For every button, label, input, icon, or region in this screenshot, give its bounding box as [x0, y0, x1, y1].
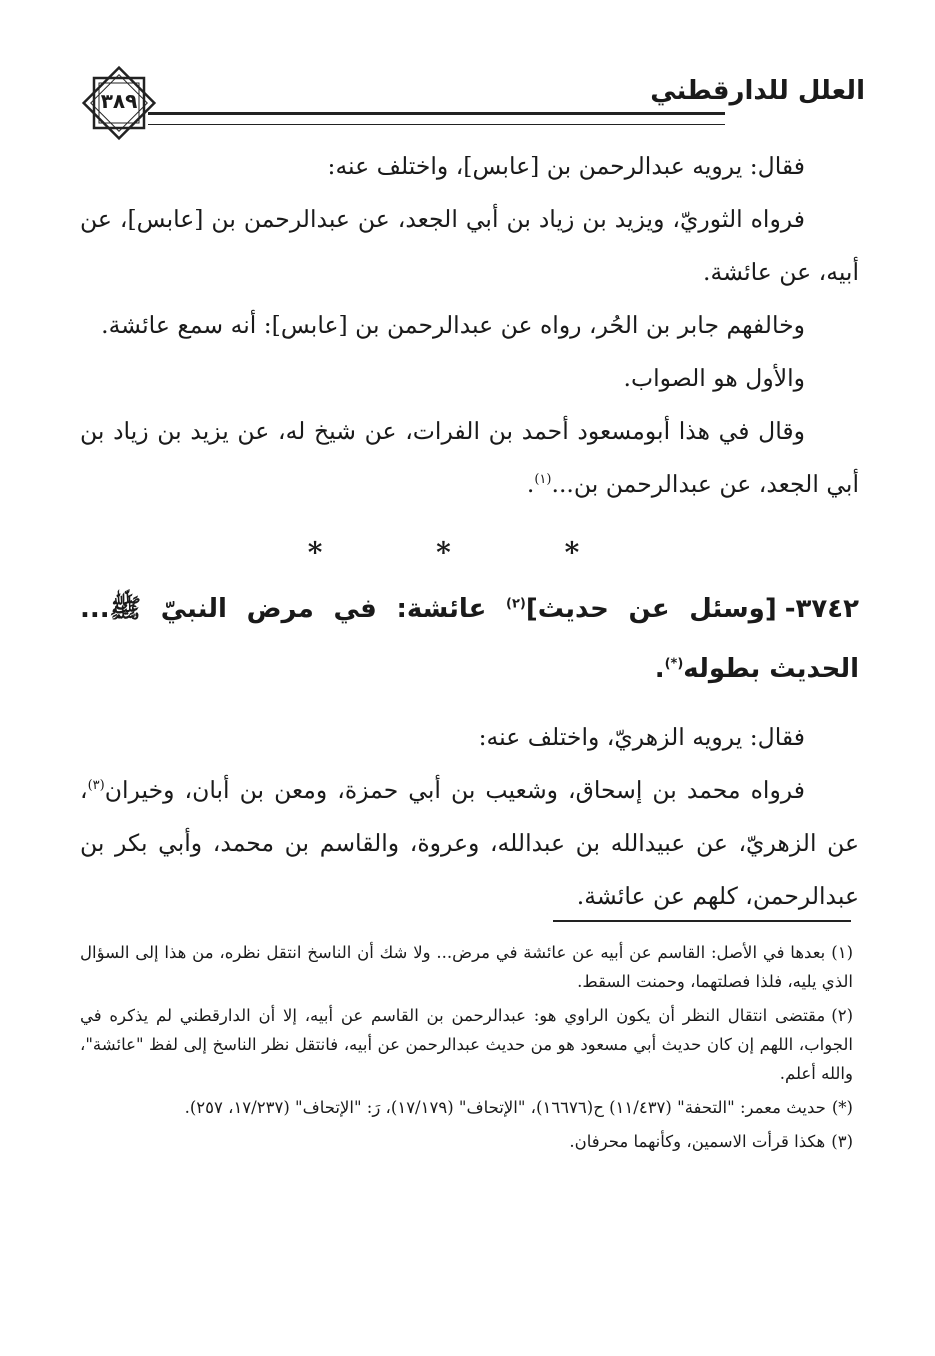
- footnote-mark: (٢): [831, 1006, 853, 1025]
- running-title: العلل للدارقطني: [650, 76, 865, 106]
- footnote-mark: (*): [831, 1098, 853, 1117]
- footnote: [80, 1001, 853, 1088]
- paragraph-4: والأول هو الصواب.: [623, 364, 805, 392]
- paragraph-1: فقال: يرويه عبدالرحمن بن [عابس]، واختلف عنه:: [327, 152, 805, 180]
- paragraph-2: فرواه الثوريّ، ويزيد بن زياد بن أبي الجعد، عن عبدالرحمن بن [عابس]، عن أبيه، عن عائشة.: [80, 205, 859, 286]
- heading-part-1: [وسئل عن حديث]: [525, 594, 777, 624]
- footnote-text: مقتضى انتقال النظر أن يكون الراوي هو: عبدالرحمن بن القاسم عن أبيه، إلا أن الدارقطني لم يذكره في الجواب، اللهم إن كان حديث أبي مسعود هو من حديث عبدالرحمن عن أبيه، فانتقل نظر الناسخ إلى لفظ "عائشة"، والله أعلم.: [80, 1006, 853, 1083]
- footnote: [80, 938, 853, 996]
- section-separator: * * *: [307, 536, 632, 569]
- heading-part-2: عائشة: في مرض النبيّ ﷺ... الحديث بطوله: [80, 594, 859, 684]
- heading-end: .: [654, 654, 665, 684]
- footnote-text: حديث معمر: "التحفة" (١١/٤٣٧) ح(١٦٦٧٦)، "الإتحاف" (١٧/١٧٩)، رَ: "الإتحاف" (١٧/٢٣٧، ٢٥٧).: [184, 1098, 826, 1117]
- paragraph-3: وخالفهم جابر بن الحُر، رواه عن عبدالرحمن بن [عابس]: أنه سمع عائشة.: [101, 311, 805, 339]
- page-number: ٣٨٩: [100, 89, 138, 113]
- footnote-mark: (١): [831, 943, 853, 962]
- entry-number: ٣٧٤٢-: [784, 594, 859, 624]
- footnote-ref-2: (٢): [506, 596, 526, 612]
- footnote: [80, 1127, 853, 1156]
- footnote-ref-1: (١): [534, 472, 552, 488]
- page-header: [80, 62, 865, 132]
- footnote-ref-star: (*): [664, 656, 684, 672]
- footnote-text: بعدها في الأصل: القاسم عن أبيه عن عائشة في مرض... ولا شك أن الناسخ انتقل نظره، من هذا إلى السؤال الذي يليه، فلذا فصلتهما، وحمنت السقط.: [80, 943, 853, 991]
- footnotes: [80, 938, 853, 1161]
- header-rule: [148, 112, 725, 125]
- footnote: [80, 1093, 853, 1122]
- footnote-text: هكذا قرأت الاسمين، وكأنهما محرفان.: [569, 1132, 826, 1151]
- footnote-separator: [553, 920, 851, 922]
- paragraph-7: [80, 764, 859, 923]
- footnote-ref-3: (٣): [87, 778, 105, 794]
- paragraph-5: [80, 405, 859, 511]
- paragraph-5-end: .: [526, 470, 535, 498]
- paragraph-7-text-a: فرواه محمد بن إسحاق، وشعيب بن أبي حمزة، ومعن بن أبان، وخيران: [104, 776, 805, 804]
- entry-heading: [80, 579, 859, 699]
- paragraph-7-text-b: ، عن الزهريّ، عن عبيدالله بن عبدالله، وعروة، والقاسم بن محمد، وأبي بكر بن عبدالرحمن، كلهم عن عائشة.: [80, 776, 859, 910]
- paragraph-6: فقال: يرويه الزهريّ، واختلف عنه:: [478, 723, 805, 751]
- paragraph-5-text: وقال في هذا أبومسعود أحمد بن الفرات، عن شيخ له، عن يزيد بن زياد بن أبي الجعد، عن عبدالرحمن بن...: [80, 417, 859, 498]
- main-text: [80, 140, 859, 923]
- footnote-mark: (٣): [831, 1132, 853, 1151]
